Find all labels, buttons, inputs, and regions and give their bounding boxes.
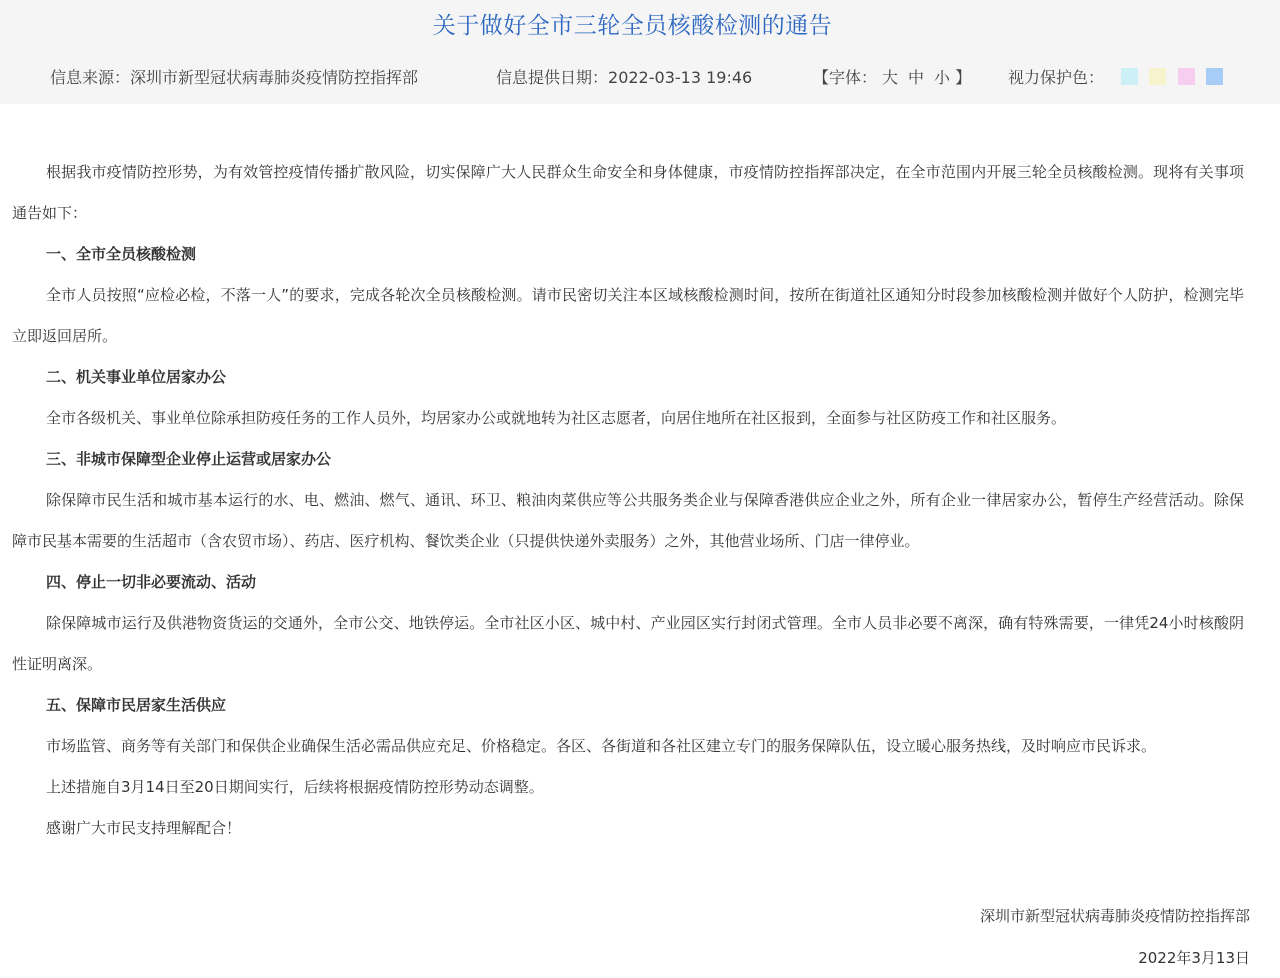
signature-date: 2022年3月13日 [1138, 949, 1250, 967]
eye-protection-label: 视力保护色： [1008, 68, 1105, 87]
eye-color-swatch-pink[interactable] [1178, 68, 1195, 85]
paragraph-7: 感谢广大市民支持理解配合！ [46, 819, 242, 837]
section-heading-1: 一、全市全员核酸检测 [46, 245, 197, 263]
article-body [12, 152, 1244, 849]
section-heading-4: 四、停止一切非必要流动、活动 [46, 573, 257, 591]
section-heading-2: 二、机关事业单位居家办公 [46, 368, 227, 386]
paragraph-5: 市场监管、商务等有关部门和保供企业确保生活必需品供应充足、价格稳定。各区、各街道和各社区建立专门的服务保障队伍，设立暖心服务热线，及时响应市民诉求。 [46, 737, 1157, 755]
font-size-large-button[interactable]: 大 [882, 68, 899, 87]
paragraph-intro: 根据我市疫情防控形势，为有效管控疫情传播扩散风险，切实保障广大人民群众生命安全和身体健康，市疫情防控指挥部决定，在全市范围内开展三轮全员核酸检测。现将有关事项通告如下： [12, 163, 1244, 222]
article-header [0, 0, 1280, 104]
paragraph-4: 除保障城市运行及供港物资货运的交通外，全市公交、地铁停运。全市社区小区、城中村、产业园区实行封闭式管理。全市人员非必要不离深，确有特殊需要，一律凭24小时核酸阴性证明离深。 [12, 614, 1244, 673]
eye-color-swatch-cyan[interactable] [1121, 68, 1138, 85]
info-date-label: 信息提供日期： [496, 68, 609, 87]
font-size-medium-button[interactable]: 中 [908, 68, 925, 87]
font-size-selector [813, 66, 971, 90]
signature-org: 深圳市新型冠状病毒肺炎疫情防控指挥部 [979, 907, 1250, 925]
eye-color-swatch-blue[interactable] [1206, 68, 1223, 85]
info-source-value: 深圳市新型冠状病毒肺炎疫情防控指挥部 [130, 68, 419, 87]
info-source [50, 66, 418, 90]
font-size-bracket-close: 】 [955, 68, 972, 87]
info-source-label: 信息来源： [50, 68, 131, 87]
paragraph-6: 上述措施自3月14日至20日期间实行，后续将根据疫情防控形势动态调整。 [46, 778, 544, 796]
font-size-small-button[interactable]: 小 [934, 68, 951, 87]
paragraph-1: 全市人员按照“应检必检，不落一人”的要求，完成各轮次全员核酸检测。请市民密切关注本区域核酸检测时间，按所在街道社区通知分时段参加核酸检测并做好个人防护，检测完毕立即返回居所。 [12, 286, 1244, 345]
info-date [496, 66, 752, 90]
font-size-label: 【字体： [813, 68, 878, 87]
eye-color-swatch-yellow[interactable] [1149, 68, 1166, 85]
info-date-value: 2022-03-13 19:46 [608, 68, 753, 87]
section-heading-5: 五、保障市民居家生活供应 [46, 696, 227, 714]
section-heading-3: 三、非城市保障型企业停止运营或居家办公 [46, 450, 332, 468]
paragraph-2: 全市各级机关、事业单位除承担防疫任务的工作人员外，均居家办公或就地转为社区志愿者，向居住地所在社区报到，全面参与社区防疫工作和社区服务。 [46, 409, 1067, 427]
paragraph-3: 除保障市民生活和城市基本运行的水、电、燃油、燃气、通讯、环卫、粮油肉菜供应等公共服务类企业与保障香港供应企业之外，所有企业一律居家办公，暂停生产经营活动。除保障市民基本需要的生活超市（含农贸市场）、药店、医疗机构、餐饮类企业（只提供快递外卖服务）之外，其他营业场所、门店一律停业。 [12, 491, 1244, 550]
page-title: 关于做好全市三轮全员核酸检测的通告 [432, 13, 833, 39]
